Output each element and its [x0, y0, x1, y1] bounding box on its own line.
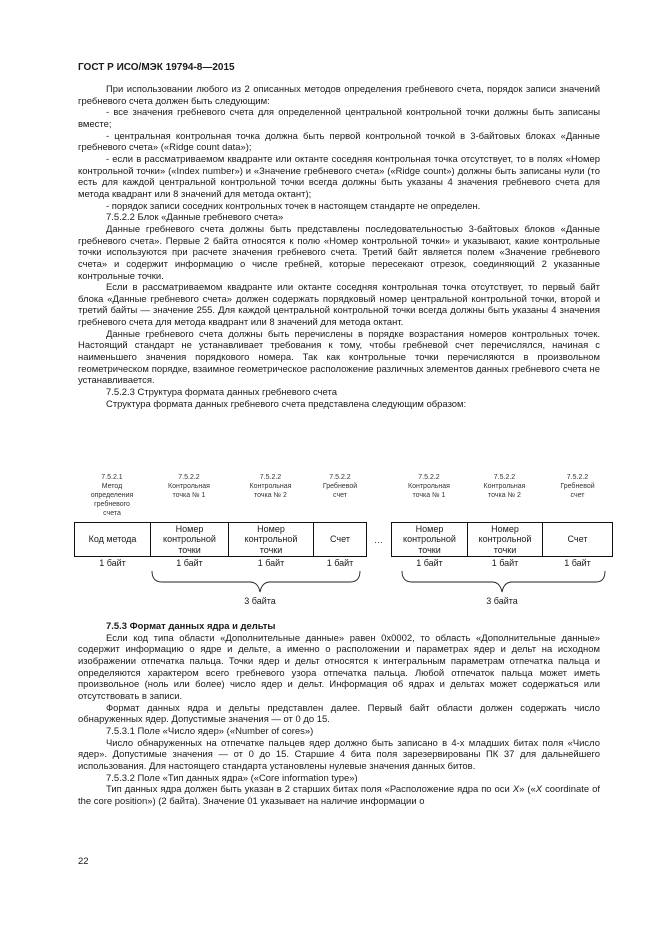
- byte-size: 1 байт: [564, 558, 591, 568]
- section-heading: 7.5.2.3 Структура формата данных гребневого счета: [106, 387, 337, 399]
- group-size-label: 3 байта: [244, 596, 276, 606]
- list-item: - порядок записи соседних контрольных точек в настоящем стандарте не определен.: [106, 200, 481, 212]
- group-size-label: 3 байта: [486, 596, 518, 606]
- section-heading: 7.5.3.2 Поле «Тип данных ядра» («Core information type»): [106, 772, 358, 784]
- cell-text: Номер контрольной точки: [244, 523, 298, 555]
- page-number: 22: [78, 856, 89, 867]
- paragraph: Число обнаруженных на отпечатке пальцев ядер должно быть записано в 4-х младших битах поля «Число ядер». Допустимые значения — от 0 до 15. Старшие 4 бита поля зарезервированы ПК 37 для дальнейшего использования. Для настоящего стандарта установлены нулевые значения данных битов.: [78, 737, 600, 772]
- cell-count: [313, 522, 367, 557]
- field-label: 7.5.2.2 Гребневой счет: [322, 474, 358, 499]
- text: coordinate of the core position») (2 байта). Значение 01 указывает на наличие информации о: [78, 784, 601, 807]
- cell-text: Номер контрольной точки: [403, 523, 456, 555]
- section-heading: 7.5.3.1 Поле «Число ядер» («Number of cores»): [106, 725, 314, 737]
- field-label: 7.5.2.2 Контрольная точка № 1: [168, 474, 210, 499]
- paragraph: Данные гребневого счета должны быть перечислены в порядке возрастания номеров контрольных точек. Настоящий стандарт не устанавливает требования к тому, чтобы гребневой счет перечислялся, начиная с наименьшего значения порядкового номера. Так как контрольные точки перечисляются в произвольном геометрическом порядке, взаимное геометрическое расположение различных элементов данных гребневого счета не устанавливается.: [78, 328, 600, 387]
- field-label: 7.5.2.2 Контрольная точка № 1: [408, 474, 450, 499]
- cell-index-number: [467, 522, 543, 557]
- paragraph: [78, 784, 600, 807]
- byte-size: 1 байт: [491, 558, 519, 568]
- cell-text: Номер контрольной точки: [163, 523, 216, 555]
- text-block-core-delta: [78, 621, 600, 808]
- field-label: 7.5.2.2 Контрольная точка № 2: [249, 474, 292, 499]
- list-item: - если в рассматриваемом квадранте или октанте соседняя контрольная точка отсутствует, то в полях «Номер контрольной точки» («Index number») и «Значение гребневого счета» («Ridge count») должны быть записаны нули (то есть для каждой центральной контрольной точки всегда должны быть указаны 4 значения гребневого счета для метода квадрант или 8 значений для метода октант);: [78, 153, 600, 200]
- document-header: ГОСТ Р ИСО/МЭК 19794-8—2015: [78, 62, 235, 73]
- cell-count: [542, 522, 613, 557]
- text: » («: [519, 784, 536, 796]
- field-label: 7.5.2.2 Контрольная точка № 2: [483, 474, 526, 499]
- cell-text: Счет: [330, 534, 350, 545]
- cell-text: Код метода: [88, 534, 137, 545]
- byte-size: 1 байт: [99, 558, 126, 568]
- paragraph: Формат данных ядра и дельты представлен далее. Первый байт области должен содержать число обнаруженных ядер. Допустимые значения — от 0 до 15.: [78, 702, 600, 726]
- cell-index-number: [150, 522, 229, 557]
- italic-text: X: [535, 784, 543, 796]
- text-block-ridge-count: [78, 84, 600, 410]
- cell-index-number: [228, 522, 314, 557]
- curly-brace-icon: [152, 571, 360, 592]
- section-heading: 7.5.2.2 Блок «Данные гребневого счета»: [106, 212, 284, 224]
- field-label: 7.5.2.2 Гребневой счет: [560, 474, 595, 499]
- cell-index-number: [391, 522, 468, 557]
- paragraph: Если в рассматриваемом квадранте или октанте соседняя контрольная точка отсутствует, то первый байт блока «Данные гребневого счета» должен содержать порядковый номер центральной контрольной точки, второй и третий байты — значение 255. Для каждой центральной контрольной точки всегда должны быть указаны 4 значения гребневого счета для метода квадрант или 8 значений для метода октант.: [78, 282, 600, 329]
- paragraph: Данные гребневого счета должны быть представлены последовательностью 3-байтовых блоков «Данные гребневого счета». Первые 2 байта относятся к полю «Номер контрольной точки» и указывают, какие контрольные точки используются при расчете значения гребневого счета. Третий байт является полем «Значение гребневого счета» и содержит информацию о числе гребней, которые пересекают отрезок, соединяющий 2 указанные контрольные точки.: [78, 223, 600, 282]
- byte-size: 1 байт: [176, 558, 203, 568]
- paragraph: При использовании любого из 2 описанных методов определения гребневого счета, порядок записи значений гребневого счета должен быть следующим:: [78, 84, 600, 107]
- list-item: - все значения гребневого счета для определенной центральной контрольной точки должны быть записаны вместе;: [78, 107, 600, 130]
- paragraph: Если код типа области «Дополнительные данные» равен 0x0002, то область «Дополнительные данные» содержит информацию о ядре и дельте, а именно о расположении и параметрах ядер и дельт на исходном изображении отпечатка пальца. Точки ядер и дельт относятся к интегральным параметрам отпечатка пальца и определяются характером всего гребневого узора отпечатка пальца. Любой отпечаток пальца может иметь произвольное (ноль или более) число ядер и дельт. Информация об ядрах и дельтах может содержаться или отсутствовать в записи.: [78, 632, 600, 702]
- text: Тип данных ядра должен быть указан в 2 старших битах поля «Расположение ядра по оси: [106, 784, 513, 796]
- ellipsis: …: [374, 535, 383, 545]
- cell-method-code: [74, 522, 151, 557]
- byte-size: 1 байт: [416, 558, 443, 568]
- list-item: - центральная контрольная точка должна быть первой контрольной точкой в 3-байтовых блоках «Данные гребневого счета» («Ridge count data»);: [78, 130, 600, 154]
- italic-text: X: [512, 784, 520, 796]
- field-label: 7.5.2.1 Метод определения гребневого счета: [90, 474, 134, 517]
- section-heading: 7.5.3 Формат данных ядра и дельты: [106, 621, 276, 632]
- cell-text: Номер контрольной точки: [478, 523, 532, 555]
- cell-text: Счет: [567, 534, 588, 545]
- curly-brace-icon: [402, 571, 605, 592]
- byte-size: 1 байт: [257, 558, 285, 568]
- paragraph: Структура формата данных гребневого счета представлена следующим образом:: [106, 398, 467, 410]
- byte-size: 1 байт: [326, 558, 354, 568]
